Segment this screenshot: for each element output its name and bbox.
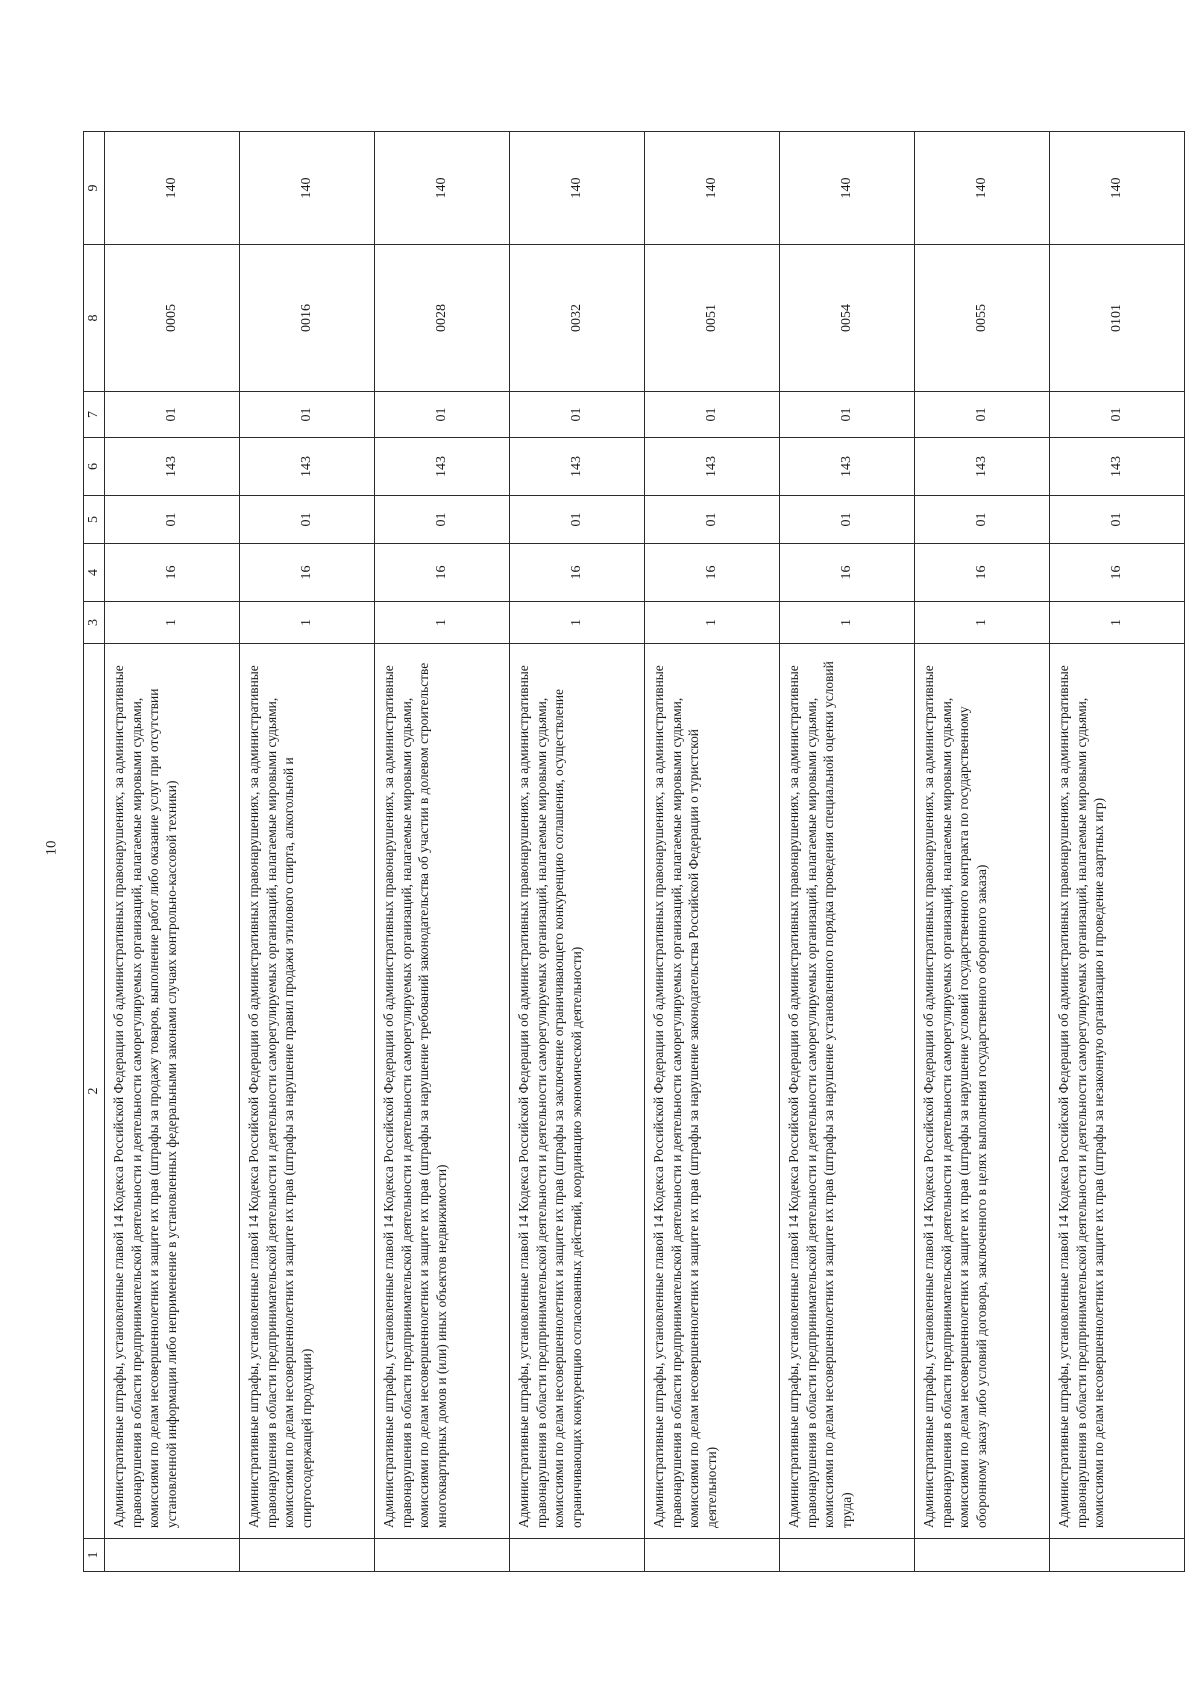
code-cell: 1: [780, 602, 915, 644]
table-row: [915, 132, 1050, 1572]
code-cell: 140: [645, 132, 780, 245]
code-cell: 01: [375, 392, 510, 438]
code-cell: 01: [105, 496, 240, 544]
code-cell: 140: [915, 132, 1050, 245]
code-cell: [1050, 1539, 1185, 1572]
code-cell: 01: [915, 496, 1050, 544]
code-cell: 16: [105, 544, 240, 602]
code-cell: 143: [645, 438, 780, 496]
code-cell: 0028: [375, 245, 510, 392]
code-cell: 01: [1050, 496, 1185, 544]
code-cell: 1: [1050, 602, 1185, 644]
code-cell: 0101: [1050, 245, 1185, 392]
code-cell: 143: [105, 438, 240, 496]
code-cell: 143: [1050, 438, 1185, 496]
code-cell: [915, 1539, 1050, 1572]
header-cell: 7: [84, 392, 105, 438]
code-cell: 143: [915, 438, 1050, 496]
description-cell: Административные штрафы, установленные главой 14 Кодекса Российской Федерации об административных правонарушениях, за административные правонарушения в области предпринимательской деятельности и деятельности саморегулируемых организаций, налагаемые мировыми судьями, комиссиями по делам несовершеннолетних и защите их прав (штрафы за нарушение условий государственного контракта по государственному оборонному заказу либо условий договора, заключенного в целях выполнения государственного оборонного заказа): [915, 644, 1050, 1539]
code-cell: 01: [240, 392, 375, 438]
code-cell: 16: [240, 544, 375, 602]
code-cell: 140: [510, 132, 645, 245]
description-cell: Административные штрафы, установленные главой 14 Кодекса Российской Федерации об административных правонарушениях, за административные правонарушения в области предпринимательской деятельности и деятельности саморегулируемых организаций, налагаемые мировыми судьями, комиссиями по делам несовершеннолетних и защите их прав (штрафы за нарушение требований законодательства об участии в долевом строительстве многоквартирных домов и (или) иных объектов недвижимости): [375, 644, 510, 1539]
code-cell: 1: [240, 602, 375, 644]
table-row: [1050, 132, 1185, 1572]
code-cell: 140: [105, 132, 240, 245]
code-cell: 140: [1050, 132, 1185, 245]
code-cell: 01: [780, 496, 915, 544]
code-cell: 1: [375, 602, 510, 644]
table-row: [240, 132, 375, 1572]
description-cell: Административные штрафы, установленные главой 14 Кодекса Российской Федерации об административных правонарушениях, за административные правонарушения в области предпринимательской деятельности и деятельности саморегулируемых организаций, налагаемые мировыми судьями, комиссиями по делам несовершеннолетних и защите их прав (штрафы за нарушение законодательства Российской Федерации о туристской деятельности): [645, 644, 780, 1539]
code-cell: 143: [375, 438, 510, 496]
code-cell: 140: [240, 132, 375, 245]
code-cell: 0016: [240, 245, 375, 392]
code-cell: 01: [780, 392, 915, 438]
code-cell: 16: [915, 544, 1050, 602]
code-cell: 01: [375, 496, 510, 544]
code-cell: 16: [780, 544, 915, 602]
header-cell: 5: [84, 496, 105, 544]
header-cell: 6: [84, 438, 105, 496]
code-cell: 0054: [780, 245, 915, 392]
code-cell: 01: [645, 392, 780, 438]
code-cell: 16: [1050, 544, 1185, 602]
code-cell: 16: [510, 544, 645, 602]
code-cell: 1: [915, 602, 1050, 644]
table-row: [510, 132, 645, 1572]
code-cell: 01: [240, 496, 375, 544]
code-cell: [780, 1539, 915, 1572]
table-row: [105, 132, 240, 1572]
code-cell: 01: [645, 496, 780, 544]
code-cell: 01: [510, 392, 645, 438]
code-cell: [105, 1539, 240, 1572]
table-header: [84, 132, 105, 1572]
header-cell: 3: [84, 602, 105, 644]
description-cell: Административные штрафы, установленные главой 14 Кодекса Российской Федерации об административных правонарушениях, за административные правонарушения в области предпринимательской деятельности и деятельности саморегулируемых организаций, налагаемые мировыми судьями, комиссиями по делам несовершеннолетних и защите их прав (штрафы за продажу товаров, выполнение работ либо оказание услуг при отсутствии установленной информации либо неприменение в установленных федеральными законами случаях контрольно-кассовой техники): [105, 644, 240, 1539]
code-cell: 143: [240, 438, 375, 496]
code-cell: 1: [510, 602, 645, 644]
description-cell: Административные штрафы, установленные главой 14 Кодекса Российской Федерации об административных правонарушениях, за административные правонарушения в области предпринимательской деятельности и деятельности саморегулируемых организаций, налагаемые мировыми судьями, комиссиями по делам несовершеннолетних и защите их прав (штрафы за заключение ограничивающего конкуренцию соглашения, осуществление ограничивающих конкуренцию согласованных действий, координацию экономической деятельности): [510, 644, 645, 1539]
table-row: [645, 132, 780, 1572]
table-row: [375, 132, 510, 1572]
header-row: [84, 132, 105, 1572]
header-cell: 1: [84, 1539, 105, 1572]
code-cell: 0005: [105, 245, 240, 392]
page-number: 10: [43, 840, 60, 856]
code-cell: 01: [1050, 392, 1185, 438]
code-cell: 0051: [645, 245, 780, 392]
code-cell: 140: [780, 132, 915, 245]
code-cell: 140: [375, 132, 510, 245]
code-cell: [510, 1539, 645, 1572]
header-cell: 2: [84, 644, 105, 1539]
code-cell: 16: [375, 544, 510, 602]
code-cell: 0055: [915, 245, 1050, 392]
table-body: [105, 132, 1185, 1572]
code-cell: 01: [105, 392, 240, 438]
description-cell: Административные штрафы, установленные главой 14 Кодекса Российской Федерации об административных правонарушениях, за административные правонарушения в области предпринимательской деятельности и деятельности саморегулируемых организаций, налагаемые мировыми судьями, комиссиями по делам несовершеннолетних и защите их прав (штрафы за нарушение правил продажи этилового спирта, алкогольной и спиртосодержащей продукции): [240, 644, 375, 1539]
code-cell: 1: [645, 602, 780, 644]
rotated-page-content: [83, 132, 1124, 1572]
code-cell: 143: [510, 438, 645, 496]
code-cell: 16: [645, 544, 780, 602]
code-cell: [645, 1539, 780, 1572]
code-cell: [240, 1539, 375, 1572]
table-row: [780, 132, 915, 1572]
code-cell: 143: [780, 438, 915, 496]
code-cell: 1: [105, 602, 240, 644]
code-cell: 01: [510, 496, 645, 544]
header-cell: 8: [84, 245, 105, 392]
description-cell: Административные штрафы, установленные главой 14 Кодекса Российской Федерации об административных правонарушениях, за административные правонарушения в области предпринимательской деятельности и деятельности саморегулируемых организаций, налагаемые мировыми судьями, комиссиями по делам несовершеннолетних и защите их прав (штрафы за нарушение установленного порядка проведения специальной оценки условий труда): [780, 644, 915, 1539]
description-cell: Административные штрафы, установленные главой 14 Кодекса Российской Федерации об административных правонарушениях, за административные правонарушения в области предпринимательской деятельности и деятельности саморегулируемых организаций, налагаемые мировыми судьями, комиссиями по делам несовершеннолетних и защите их прав (штрафы за незаконную организацию и проведение азартных игр): [1050, 644, 1185, 1539]
fines-table: [83, 131, 1185, 1572]
header-cell: 9: [84, 132, 105, 245]
code-cell: [375, 1539, 510, 1572]
code-cell: 01: [915, 392, 1050, 438]
code-cell: 0032: [510, 245, 645, 392]
header-cell: 4: [84, 544, 105, 602]
